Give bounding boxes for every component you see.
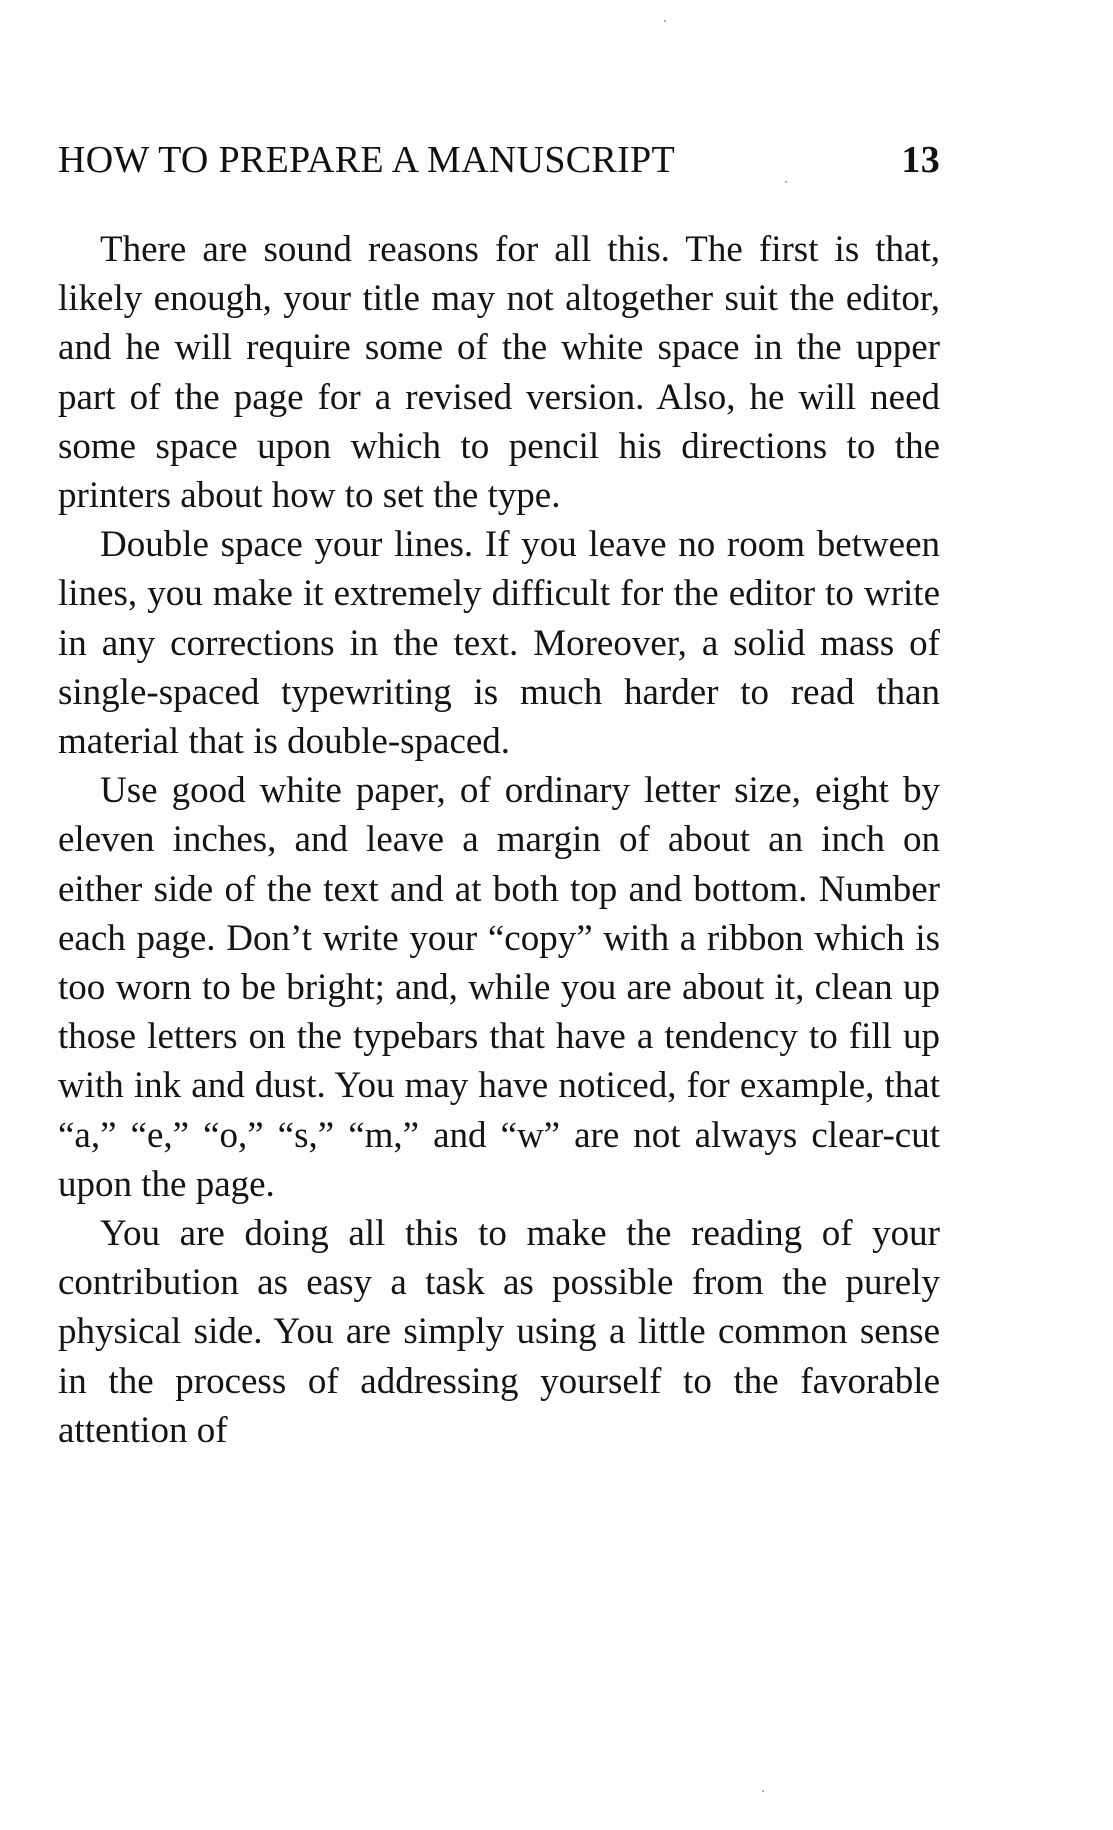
paragraph: You are doing all this to make the reading of your contribution as easy a task as possible from the purely physical side. You are simply using a little common sense in the process of addressing yourself to the favorable attention of	[58, 1213, 940, 1451]
paragraph: Double space your lines. If you leave no room between lines, you make it extremely difficult for the editor to write in any corrections in the text. Moreover, a solid mass of single-spaced typewriting is much harder to read than material that is double-spaced.	[58, 524, 940, 763]
paper-speck	[664, 20, 666, 22]
page-header	[58, 138, 940, 198]
paper-speck	[785, 181, 787, 183]
body-text	[58, 225, 940, 1455]
paper-speck	[762, 1790, 764, 1792]
page-number: 13	[901, 139, 940, 181]
paragraph: Use good white paper, of ordinary letter size, eight by eleven inches, and leave a margin of about an inch on either side of the text and at both top and bottom. Number each page. Don’t write your “copy” with a ribbon which is too worn to be bright; and, while you are about it, clean up those letters on the typebars that have a tendency to fill up with ink and dust. You may have noticed, for example, that “a,” “e,” “o,” “s,” “m,” and “w” are not always clear-cut upon the page.	[58, 770, 940, 1205]
paragraph: There are sound reasons for all this. The first is that, likely enough, your title may not altogether suit the editor, and he will require some of the white space in the upper part of the page for a revised version. Also, he will need some space upon which to pencil his directions to the printers about how to set the type.	[58, 229, 940, 517]
running-head: HOW TO PREPARE A MANUSCRIPT	[58, 139, 675, 181]
